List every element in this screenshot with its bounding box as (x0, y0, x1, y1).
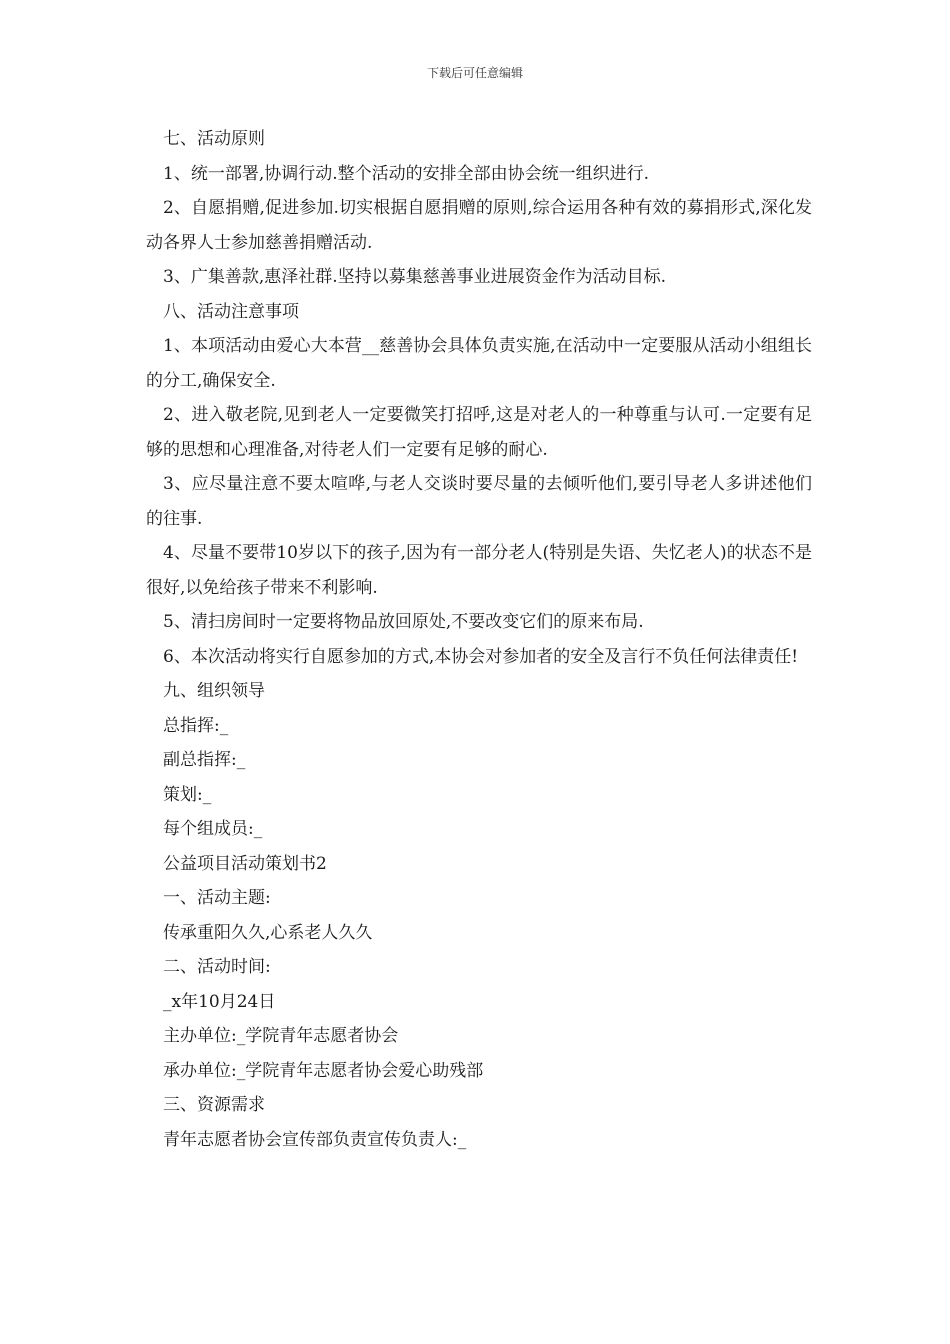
field-line: 策划:_ (163, 784, 212, 805)
section-heading-time: 二、活动时间: (163, 957, 271, 977)
section-heading-leadership: 九、组织领导 (163, 681, 265, 701)
field-line: 副总指挥:_ (163, 750, 246, 770)
paragraph: 2、自愿捐赠,促进参加.切实根据自愿捐赠的原则,综合运用各种有效的募捐形式,深化发动各界人士参加慈善捐赠活动. (146, 198, 812, 253)
paragraph: 5、清扫房间时一定要将物品放回原处,不要改变它们的原来布局. (163, 612, 644, 632)
paragraph: 3、应尽量注意不要太喧哗,与老人交谈时要尽量的去倾听他们,要引导老人多讲述他们的往事. (146, 474, 812, 529)
document-subtitle: 公益项目活动策划书2 (163, 853, 327, 874)
section-heading-resources: 三、资源需求 (163, 1095, 265, 1115)
field-line: _x年10月24日 (163, 991, 276, 1012)
paragraph: 6、本次活动将实行自愿参加的方式,本协会对参加者的安全及言行不负任何法律责任! (163, 646, 799, 667)
paragraph: 3、广集善款,惠泽社群.坚持以募集慈善事业进展资金作为活动目标. (163, 267, 667, 287)
field-line: 主办单位:_学院青年志愿者协会 (163, 1026, 399, 1046)
field-line: 每个组成员:_ (163, 819, 263, 839)
paragraph: 4、尽量不要带10岁以下的孩子,因为有一部分老人(特别是失语、失忆老人)的状态不是很好,以免给孩子带来不利影响. (146, 543, 812, 598)
field-line: 承办单位:_学院青年志愿者协会爱心助残部 (163, 1060, 484, 1081)
paragraph: 1、统一部署,协调行动.整个活动的安排全部由协会统一组织进行. (163, 163, 650, 184)
field-line: 青年志愿者协会宣传部负责宣传负责人:_ (163, 1129, 467, 1150)
paragraph: 1、本项活动由爱心大本营__慈善协会具体负责实施,在活动中一定要服从活动小组组长的分工,确保安全. (146, 336, 812, 391)
document-body (146, 122, 812, 1157)
section-heading-notes: 八、活动注意事项 (163, 301, 299, 322)
section-heading-principles: 七、活动原则 (163, 129, 265, 149)
field-line: 总指挥:_ (163, 715, 229, 736)
paragraph: 传承重阳久久,心系老人久久 (163, 922, 373, 943)
paragraph: 2、进入敬老院,见到老人一定要微笑打招呼,这是对老人的一种尊重与认可.一定要有足够的思想和心理准备,对待老人们一定要有足够的耐心. (146, 405, 812, 460)
section-heading-theme: 一、活动主题: (163, 888, 271, 908)
page-header-note: 下载后可任意编辑 (426, 66, 523, 80)
